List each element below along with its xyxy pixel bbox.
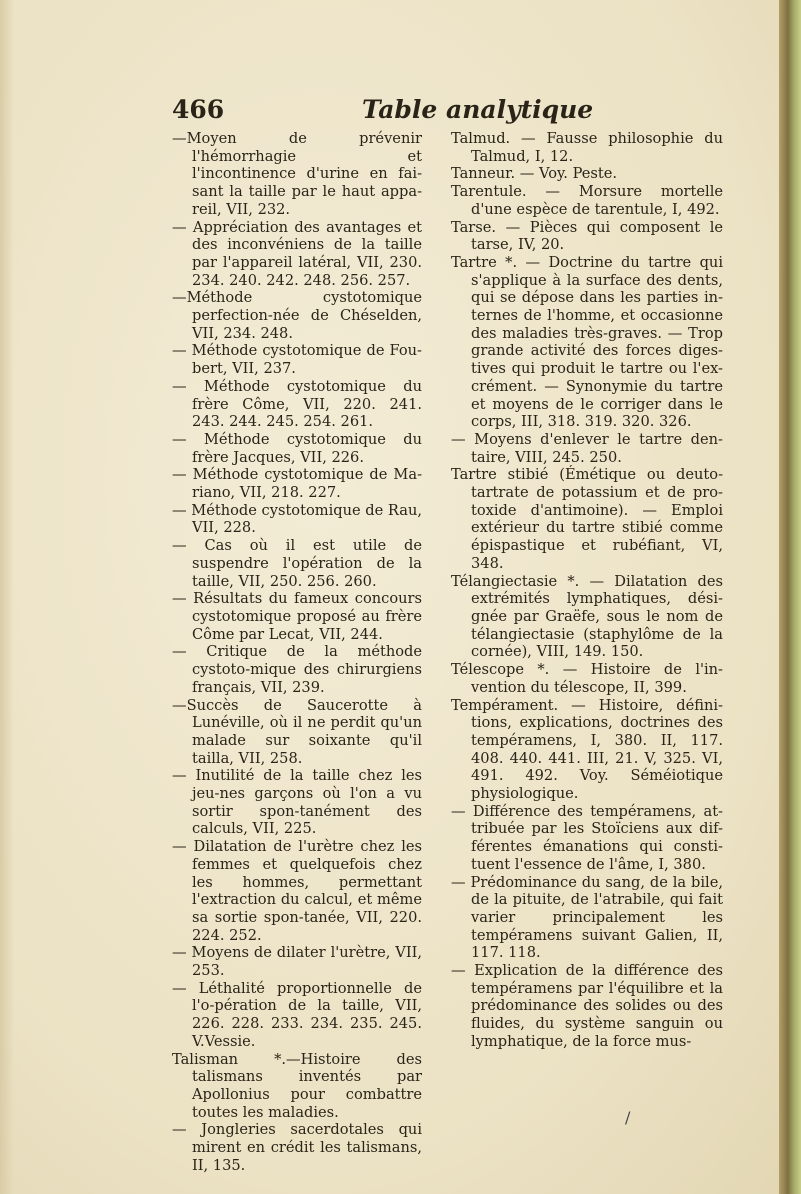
stray-mark: / — [625, 1108, 631, 1127]
index-entry: Tartre stibié (Émétique ou deuto-tartrate de potassium et de pro-toxide d'antimoine). — Emploi extérieur du tartre stibié comme épispastique et rubéfiant, VI, 348. — [451, 466, 723, 572]
page-header — [172, 95, 732, 129]
index-entry: — Méthode cystotomique du frère Côme, VII, 220. 241. 243. 244. 245. 254. 261. — [172, 377, 422, 431]
index-entry: Talisman *.—Histoire des talismans inventés par Apollonius pour combattre toutes les maladies. — [172, 1050, 422, 1121]
index-entry: — Méthode cystotomique de Rau, VII, 228. — [172, 501, 422, 537]
index-entry: Tarentule. — Morsure mortelle d'une espèce de tarentule, I, 492. — [451, 183, 723, 218]
index-entry: — Prédominance du sang, de la bile, de la pituite, de l'atrabile, qui fait varier principalement les tempéramens suivant Galien, II, 117. 118. — [451, 873, 723, 962]
index-entry: Talmud. — Fausse philosophie du Talmud, I, 12. — [451, 130, 723, 165]
running-title: Table analytique — [362, 95, 594, 124]
page-number: 466 — [172, 95, 225, 124]
index-entry: Tartre *. — Doctrine du tartre qui s'applique à la surface des dents, qui se dépose dans les parties in-ternes de l'homme, et occasionne des maladies très-graves. — Trop grande activité des forces diges-tives qui produit le tartre ou l'ex-crément. — Synonymie du tartre et moyens de le corriger dans le corps, III, 318. 319. 320. 326. — [451, 253, 723, 431]
index-entry: — Cas où il est utile de suspendre l'opération de la taille, VII, 250. 256. 260. — [172, 537, 422, 590]
index-entry: — Méthode cystotomique de Fou-bert, VII, 237. — [172, 342, 422, 378]
index-entry: — Léthalité proportionnelle de l'o-pération de la taille, VII, 226. 228. 233. 234. 235. 245. V.Vessie. — [172, 979, 422, 1050]
index-entry: — Moyens de dilater l'urètre, VII, 253. — [172, 944, 422, 980]
index-entry: — Dilatation de l'urètre chez les femmes et quelquefois chez les hommes, permettant l'extraction du calcul, et même sa sortie spon-tanée, VII, 220. 224. 252. — [172, 838, 422, 944]
index-entry: —Méthode cystotomique perfection-née de Chéselden, VII, 234. 248. — [172, 289, 422, 342]
index-entry: — Critique de la méthode cystoto-mique des chirurgiens français, VII, 239. — [172, 643, 422, 696]
page-left-edge — [0, 0, 14, 1194]
index-entry: — Résultats du fameux concours cystotomique proposé au frère Côme par Lecat, VII, 244. — [172, 590, 422, 643]
index-entry: —Succès de Saucerotte à Lunéville, où il ne perdit qu'un malade sur soixante qu'il tailla, VII, 258. — [172, 696, 422, 767]
index-entry: —Moyen de prévenir l'hémorrhagie et l'incontinence d'urine en fai-sant la taille par le haut appa-reil, VII, 232. — [172, 130, 422, 218]
index-entry: Tarse. — Pièces qui composent le tarse, IV, 20. — [451, 218, 723, 254]
index-entry: — Méthode cystotomique de Ma-riano, VII, 218. 227. — [172, 466, 422, 502]
index-entry: — Jongleries sacerdotales qui mirent en crédit les talismans, II, 135. — [172, 1121, 422, 1174]
index-entry: Tanneur. — Voy. Peste. — [451, 165, 618, 183]
index-entry: — Appréciation des avantages et des inconvéniens de la taille par l'appareil latéral, VII, 230. 234. 240. 242. 248. 256. 257. — [172, 218, 422, 289]
right-column — [451, 130, 723, 1051]
index-entry: Tempérament. — Histoire, défini-tions, explications, doctrines des tempéramens, I, 380. II, 117. 408. 440. 441. III, 21. V, 325. VI, 491. 492. Voy. Séméiotique physiologique. — [451, 696, 723, 803]
index-entry: — Inutilité de la taille chez les jeu-nes garçons où l'on a vu sortir spon-tanément des calculs, VII, 225. — [172, 767, 422, 838]
book-spine — [779, 0, 801, 1194]
index-entry: Télescope *. — Histoire de l'in-vention du télescope, II, 399. — [451, 661, 723, 696]
index-entry: — Méthode cystotomique du frère Jacques, VII, 226. — [172, 430, 422, 466]
index-entry: — Moyens d'enlever le tartre den-taire, VIII, 245. 250. — [451, 430, 723, 466]
index-entry: Télangiectasie *. — Dilatation des extrémités lymphatiques, dési-gnée par Graëfe, sous le nom de télangiectasie (staphylôme de la cornée), VIII, 149. 150. — [451, 572, 723, 661]
left-column — [172, 130, 422, 1174]
index-entry: — Explication de la différence des tempéramens par l'équilibre et la prédominance des solides ou des fluides, du système sanguin ou lymphatique, de la force mus- — [451, 962, 723, 1050]
index-entry: — Différence des tempéramens, at-tribuée par les Stoïciens aux dif-férentes émanations qui consti-tuent l'essence de l'âme, I, 380. — [451, 802, 723, 873]
